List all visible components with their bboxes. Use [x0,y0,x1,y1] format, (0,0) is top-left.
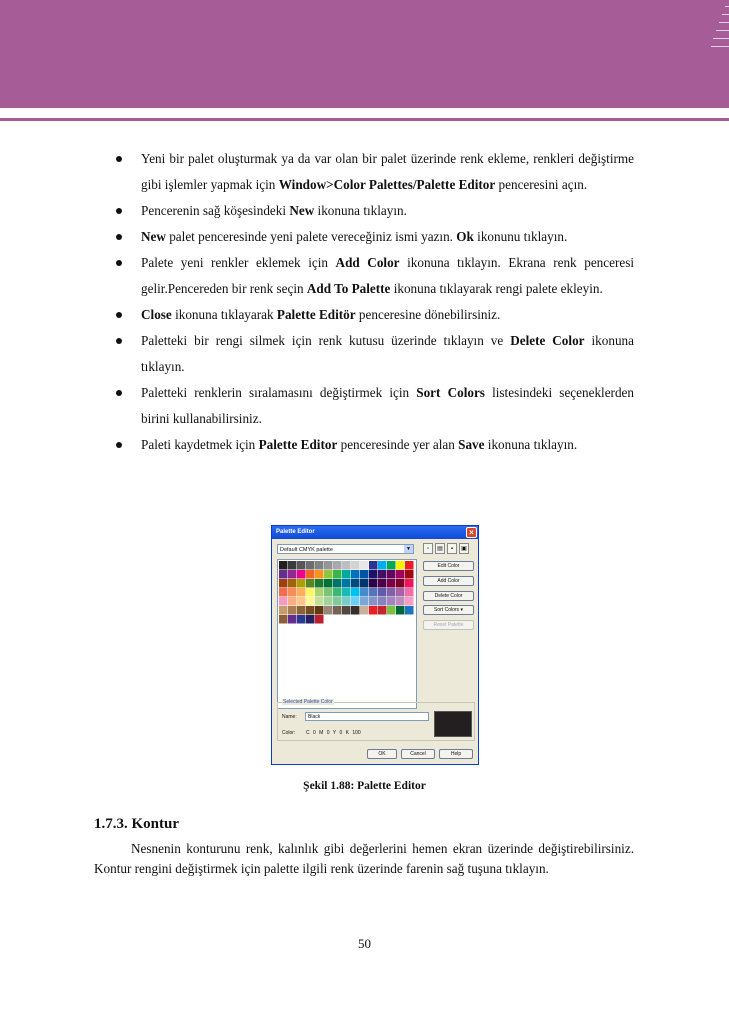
list-item-text: Palete yeni renkler eklemek için [141,255,336,270]
palette-swatch[interactable] [396,588,405,597]
palette-swatch[interactable] [297,579,306,588]
palette-select-value: Default CMYK palette [280,547,333,553]
palette-swatches [279,561,416,708]
selected-color-swatch [434,711,472,737]
new-palette-icon[interactable]: ▫ [423,543,433,554]
chevron-down-icon: ▼ [404,545,413,553]
bold-term: Palette Editör [276,307,356,322]
palette-swatch[interactable] [396,606,405,615]
list-item [0,198,729,224]
palette-swatch[interactable] [405,570,414,579]
list-item-text: ikonuna tıklayın. [314,203,407,218]
palette-swatch[interactable] [324,588,333,597]
palette-swatch[interactable] [315,570,324,579]
palette-swatch[interactable] [306,606,315,615]
list-item-text: penceresinde yer alan [337,437,459,452]
palette-swatch[interactable] [360,579,369,588]
list-item-text: ikonuna tıklayarak rengi palete ekleyin. [390,281,603,296]
palette-swatch[interactable] [279,579,288,588]
palette-swatch[interactable] [378,561,387,570]
palette-select[interactable] [277,544,414,554]
palette-swatch[interactable] [279,588,288,597]
palette-swatch[interactable] [333,579,342,588]
list-item [0,146,729,198]
list-item-text: listesindeki seçeneklerden birini kullanabilirsiniz. [141,385,634,426]
palette-swatch[interactable] [342,588,351,597]
palette-swatch[interactable] [405,588,414,597]
palette-swatch[interactable] [369,606,378,615]
bold-term: Palette Editor [258,437,338,452]
sort-colors-label: Sort Colors [434,607,460,613]
palette-swatch[interactable] [306,570,315,579]
palette-swatch[interactable] [288,615,297,624]
bold-term: Ok [456,229,474,244]
palette-swatch[interactable] [333,570,342,579]
palette-swatch[interactable] [324,579,333,588]
palette-editor-window [271,525,479,765]
palette-swatch[interactable] [306,597,315,606]
palette-swatch[interactable] [324,606,333,615]
figure-palette-editor [271,525,479,765]
palette-swatch[interactable] [315,561,324,570]
palette-color-grid [277,559,417,709]
palette-swatch[interactable] [342,606,351,615]
palette-swatch[interactable] [333,606,342,615]
list-item [0,432,729,458]
window-title: Palette Editor [276,529,315,535]
palette-swatch[interactable] [324,597,333,606]
palette-swatch[interactable] [405,606,414,615]
palette-swatch[interactable] [351,561,360,570]
palette-swatch[interactable] [378,579,387,588]
palette-swatch[interactable] [333,588,342,597]
selected-color-group [277,699,475,741]
list-item-text: penceresine dönebilirsiniz. [355,307,501,322]
name-field[interactable]: Black [305,712,429,721]
palette-swatch[interactable] [297,561,306,570]
figure-caption: Şekil 1.88: Palette Editor [303,780,426,792]
color-label: Color: [282,730,296,736]
palette-swatch[interactable] [279,570,288,579]
palette-swatch[interactable] [396,561,405,570]
palette-swatch[interactable] [405,561,414,570]
palette-swatch[interactable] [378,588,387,597]
window-titlebar [272,526,478,539]
help-button[interactable]: Help [439,749,473,759]
palette-swatch[interactable] [360,606,369,615]
header-band [0,0,729,108]
palette-swatch[interactable] [351,579,360,588]
palette-swatch[interactable] [378,570,387,579]
palette-swatch[interactable] [405,597,414,606]
palette-swatch[interactable] [297,570,306,579]
palette-swatch[interactable] [351,570,360,579]
palette-swatch[interactable] [369,597,378,606]
close-icon[interactable]: × [466,527,477,538]
palette-swatch[interactable] [288,561,297,570]
list-item [0,224,729,250]
palette-swatch[interactable] [369,561,378,570]
sort-colors-select[interactable] [423,605,474,615]
palette-swatch[interactable] [360,570,369,579]
palette-swatch[interactable] [297,597,306,606]
bold-term: Window>Color Palettes/Palette Editor [278,177,496,192]
add-color-button[interactable]: Add Color [423,576,474,586]
palette-swatch[interactable] [279,606,288,615]
palette-swatch[interactable] [351,597,360,606]
palette-swatch[interactable] [324,561,333,570]
palette-swatch[interactable] [297,588,306,597]
bullet-dot [116,156,122,162]
list-item-text: ikonuna tıklayarak [171,307,277,322]
section-heading: 1.7.3. Kontur [94,816,180,832]
palette-swatch[interactable] [279,615,288,624]
palette-swatch[interactable] [342,561,351,570]
list-item-text: Paletteki renklerin sıralamasını değiştirmek için [141,385,417,400]
palette-swatch[interactable] [297,606,306,615]
bullet-dot [116,442,122,448]
palette-swatch[interactable] [306,561,315,570]
name-label: Name: [282,714,297,720]
palette-swatch[interactable] [342,579,351,588]
bold-term: Save [458,437,485,452]
palette-swatch[interactable] [315,606,324,615]
chevron-down-icon: ▾ [460,607,463,613]
palette-swatch[interactable] [378,606,387,615]
save-as-palette-icon[interactable]: ▣ [459,543,469,554]
palette-swatch[interactable] [369,570,378,579]
save-palette-icon[interactable]: ▪ [447,543,457,554]
palette-swatch[interactable] [333,561,342,570]
bold-term: Delete Color [510,333,585,348]
palette-swatch[interactable] [387,561,396,570]
palette-swatch[interactable] [288,579,297,588]
list-item-text: ikonuna tıklayın. Ekrana renk penceresi gelir.Pencereden bir renk seçin [141,255,635,296]
page-number: 50 [358,936,371,951]
list-item [0,328,729,380]
palette-swatch[interactable] [396,597,405,606]
list-item-text: Paleti kaydetmek için [141,437,259,452]
palette-swatch[interactable] [288,597,297,606]
palette-swatch[interactable] [387,606,396,615]
palette-swatch[interactable] [369,588,378,597]
palette-toolbar [423,543,475,555]
list-item-text: ikonunu tıklayın. [473,229,568,244]
list-item-text: ikonuna tıklayın. [484,437,578,452]
list-item-text: palet penceresinde yeni palete vereceğiniz ismi yazın. [165,229,457,244]
palette-swatch[interactable] [360,561,369,570]
palette-swatch[interactable] [387,570,396,579]
bold-term: New [141,229,166,244]
open-palette-icon[interactable]: ▤ [435,543,445,554]
palette-swatch[interactable] [288,588,297,597]
list-item-text: ikonuna tıklayın. [141,333,634,374]
bold-term: Close [141,307,172,322]
bullet-dot [116,260,122,266]
palette-swatch[interactable] [378,597,387,606]
palette-swatch[interactable] [297,615,306,624]
color-values: C 0 M 0 Y 0 K 100 [306,730,361,736]
list-item-text: Paletteki bir rengi silmek için renk kutusu üzerinde tıklayın ve [141,333,511,348]
palette-swatch[interactable] [396,579,405,588]
ok-button[interactable]: OK [367,749,397,759]
palette-swatch[interactable] [306,615,315,624]
bold-term: Add To Palette [306,281,391,296]
header-corner-decoration [711,0,729,70]
palette-swatch[interactable] [315,597,324,606]
list-item [0,250,729,302]
palette-swatch[interactable] [333,597,342,606]
palette-swatch[interactable] [369,579,378,588]
palette-swatch[interactable] [351,606,360,615]
palette-swatch[interactable] [315,579,324,588]
palette-swatch[interactable] [279,561,288,570]
list-item-text: Yeni bir palet oluşturmak ya da var olan bir palet üzerinde renk ekleme, renkleri değiştirme gibi işlemler yapmak için [141,151,634,192]
list-item-text: Pencerenin sağ köşesindeki [141,203,290,218]
palette-swatch[interactable] [315,588,324,597]
palette-swatch[interactable] [306,579,315,588]
instruction-list [0,146,729,458]
edit-color-button[interactable]: Edit Color [423,561,474,571]
palette-swatch[interactable] [396,570,405,579]
cancel-button[interactable]: Cancel [401,749,435,759]
bullet-dot [116,390,122,396]
list-item-text: penceresini açın. [495,177,588,192]
list-item [0,302,729,328]
palette-swatch[interactable] [387,579,396,588]
body-paragraph: Nesnenin konturunu renk, kalınlık gibi değerlerini hemen ekran üzerinde değiştirebilirsiniz. Kontur rengini değiştirmek için palette ilgili renk üzerinde farenin sağ tuşuna tıklayın. [94,841,634,876]
bullet-dot [116,338,122,344]
palette-swatch[interactable] [288,570,297,579]
palette-swatch[interactable] [342,570,351,579]
bold-term: Add Color [335,255,400,270]
palette-swatch[interactable] [279,597,288,606]
header-rule [0,118,729,121]
palette-swatch[interactable] [315,615,324,624]
palette-swatch[interactable] [360,588,369,597]
bold-term: New [289,203,315,218]
bullet-dot [116,234,122,240]
selected-color-group-title: Selected Palette Color [283,699,333,705]
delete-color-button[interactable]: Delete Color [423,591,474,601]
palette-swatch[interactable] [405,579,414,588]
reset-palette-button[interactable]: Reset Palette [423,620,474,630]
palette-swatch[interactable] [342,597,351,606]
palette-swatch[interactable] [351,588,360,597]
palette-swatch[interactable] [387,588,396,597]
bullet-dot [116,208,122,214]
palette-swatch[interactable] [324,570,333,579]
palette-swatch[interactable] [306,588,315,597]
palette-swatch[interactable] [387,597,396,606]
bold-term: Sort Colors [416,385,485,400]
palette-swatch[interactable] [360,597,369,606]
bullet-dot [116,312,122,318]
list-item [0,380,729,432]
palette-swatch[interactable] [288,606,297,615]
